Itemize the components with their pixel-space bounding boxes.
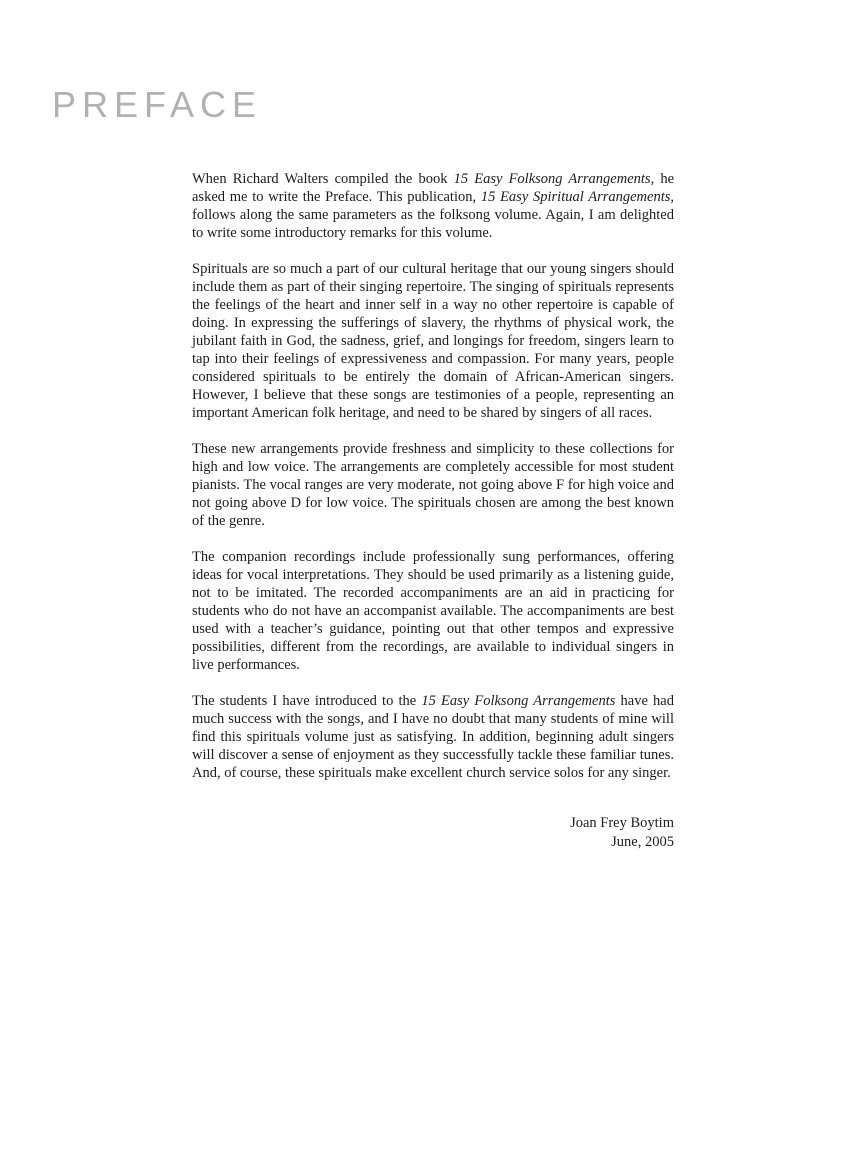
signature-date: June, 2005 (611, 834, 674, 850)
signature-name: Joan Frey Boytim (570, 815, 674, 831)
paragraph: The companion recordings include professionally sung performances, offering ideas for vocal interpretations. They should be used primarily as a listening guide, not to be imitated. The recorded accompaniments are an aid in practicing for students who do not have an accompanist available. The accompaniments are best used with a teacher’s guidance, pointing out that other tempos and expressive possibilities, different from the recordings, are available to individual singers in live performances. (192, 549, 674, 673)
signature-block (192, 814, 674, 852)
paragraph: These new arrangements provide freshness and simplicity to these collections for high and low voice. The arrangements are completely accessible for most student pianists. The vocal ranges are very moderate, not going above F for high voice and not going above D for low voice. The spirituals chosen are among the best known of the genre. (192, 441, 674, 529)
paragraph: Spirituals are so much a part of our cultural heritage that our young singers should include them as part of their singing repertoire. The singing of spirituals represents the feelings of the heart and inner self in a way no other repertoire is capable of doing. In expressing the sufferings of slavery, the rhythms of physical work, the jubilant faith in God, the sadness, grief, and longings for freedom, singers learn to tap into their feelings of expressiveness and compassion. For many years, people considered spirituals to be entirely the domain of African-American singers. However, I believe that these songs are testimonies of a people, representing an important American folk heritage, and need to be shared by singers of all races. (192, 261, 674, 421)
paragraph: The students I have introduced to the 15 Easy Folksong Arrangements have had much success with the songs, and I have no doubt that many students of mine will find this spirituals volume just as satisfying. In addition, beginning adult singers will discover a sense of enjoyment as they successfully tackle these familiar tunes. And, of course, these spirituals make excellent church service solos for any singer. (192, 693, 674, 781)
preface-paragraphs (192, 170, 674, 782)
paragraph: When Richard Walters compiled the book 15 Easy Folksong Arrangements, he asked me to write the Preface. This publication, 15 Easy Spiritual Arrangements, follows along the same parameters as the folksong volume. Again, I am delighted to write some introductory remarks for this volume. (192, 171, 675, 241)
page-title: PREFACE (52, 84, 263, 125)
preface-body (192, 170, 674, 852)
